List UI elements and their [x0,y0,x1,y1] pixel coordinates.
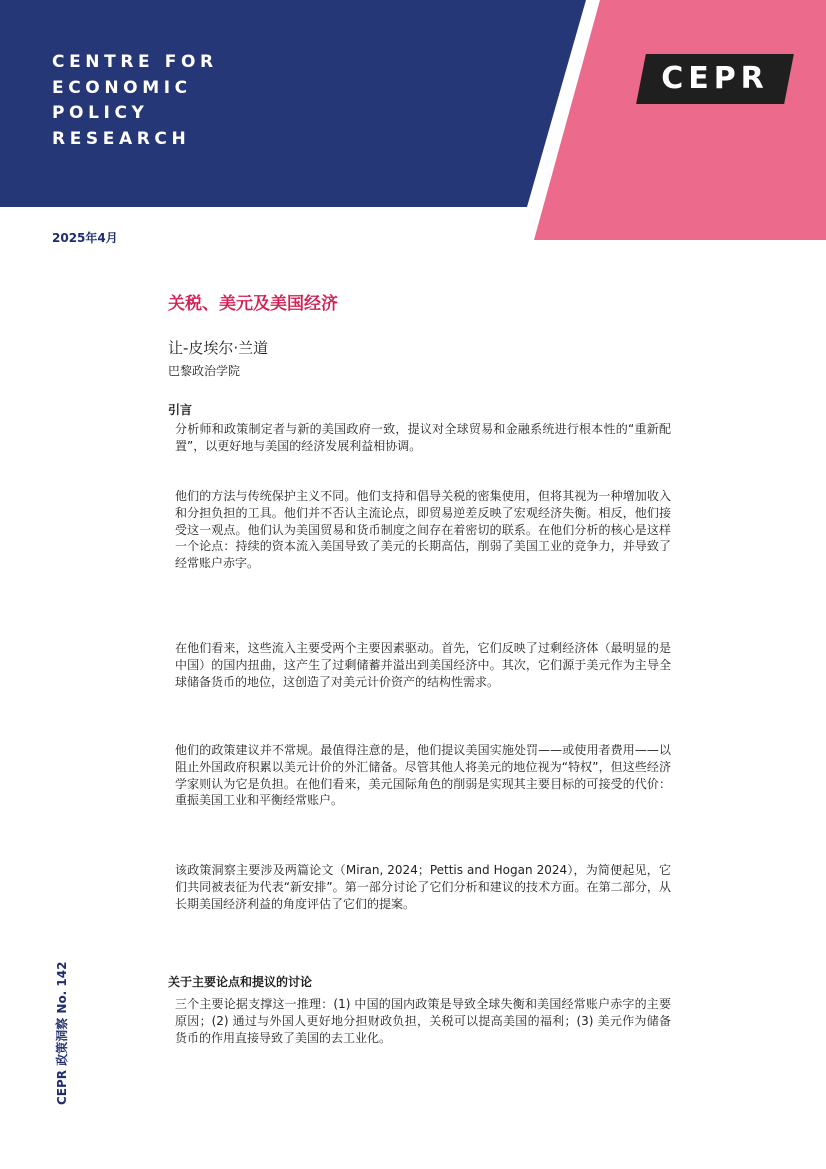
intro-paragraph-2: 他们的方法与传统保护主义不同。他们支持和倡导关税的密集使用，但将其视为一种增加收入和分担负担的工具。他们并不否认主流论点，即贸易逆差反映了宏观经济失衡。相反，他们接受这一观点。他们认为美国贸易和货币制度之间存在着密切的联系。在他们分析的核心是这样一个论点：持续的资本流入美国导致了美元的长期高估，削弱了美国工业的竞争力，并导致了经常账户赤字。 [175,489,671,571]
series-label: CEPR 政策洞察 No. 142 [55,961,69,1105]
publication-date: 2025年4月 [52,231,118,245]
org-line-4: RESEARCH [52,128,191,149]
author-name: 让-皮埃尔·兰道 [168,339,269,357]
discussion-heading: 关于主要论点和提议的讨论 [168,975,313,989]
org-line-3: POLICY [52,103,149,123]
document-title: 关税、美元及美国经济 [168,294,338,314]
intro-heading: 引言 [168,403,193,417]
org-line-2: ECONOMIC [52,77,192,98]
pink-band [534,0,826,240]
cepr-logo: CEPR [661,61,769,96]
intro-paragraph-1: 分析师和政策制定者与新的美国政府一致，提议对全球贸易和金融系统进行根本性的“重新配置”，以更好地与美国的经济发展利益相协调。 [175,422,671,453]
org-line-1: CENTRE FOR [52,52,218,72]
org-name [52,50,218,152]
author-affiliation: 巴黎政治学院 [168,364,241,378]
intro-paragraph-3: 在他们看来，这些流入主要受两个主要因素驱动。首先，它们反映了过剩经济体（最明显的是中国）的国内扭曲，这产生了过剩储蓄并溢出到美国经济中。其次，它们源于美元作为主导全球储备货币的地位，这创造了对美元计价资产的结构性需求。 [175,641,671,689]
discussion-paragraph: 三个主要论据支撑这一推理：(1) 中国的国内政策是导致全球失衡和美国经常账户赤字的主要原因；(2) 通过与外国人更好地分担财政负担，关税可以提高美国的福利；(3) 美元作为储备货币的作用直接导致了美国的去工业化。 [175,997,671,1045]
intro-paragraph-5: 该政策洞察主要涉及两篇论文（Miran, 2024；Pettis and Hogan 2024），为简便起见，它们共同被表征为代表“新安排”。第一部分讨论了它们分析和建议的技术方面。在第二部分，从长期美国经济利益的角度评估了它们的提案。 [175,863,671,911]
intro-paragraph-4: 他们的政策建议并不常规。最值得注意的是，他们提议美国实施处罚——或使用者费用——以阻止外国政府积累以美元计价的外汇储备。尽管其他人将美元的地位视为“特权”，但这些经济学家则认为它是负担。在他们看来，美元国际角色的削弱是实现其主要目标的可接受的代价：重振美国工业和平衡经常账户。 [175,743,671,808]
